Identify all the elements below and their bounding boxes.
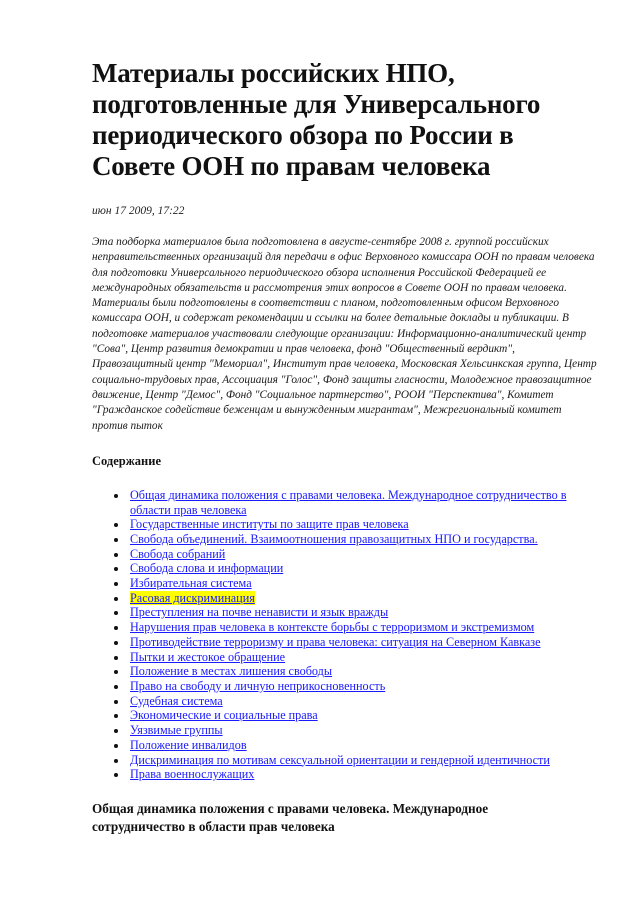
toc-link-racial-discrimination[interactable]: Расовая дискриминация	[130, 590, 255, 605]
toc-link-liberty-security[interactable]: Право на свободу и личную неприкосновенность	[130, 679, 386, 693]
toc-link-freedom-of-association[interactable]: Свобода объединений. Взаимоотношения правозащитных НПО и государства.	[130, 531, 538, 546]
toc-title: Содержание	[92, 453, 162, 468]
article-title: Материалы российских НПО, подготовленные для Универсального периодического обзора по России в Совете ООН по правам человека	[92, 58, 541, 181]
toc-link-state-institutions[interactable]: Государственные институты по защите прав человека	[130, 517, 409, 532]
toc-item	[92, 591, 602, 606]
toc-item	[92, 708, 602, 723]
toc-item	[92, 620, 602, 635]
toc-item	[92, 694, 602, 709]
toc-item	[92, 664, 602, 679]
toc-item	[92, 723, 602, 738]
toc-item	[92, 576, 602, 591]
toc-link-disabled-persons[interactable]: Положение инвалидов	[130, 737, 247, 752]
toc-link-freedom-of-assembly[interactable]: Свобода собраний	[130, 546, 226, 561]
toc-item	[92, 753, 602, 768]
toc-link-economic-social-rights[interactable]: Экономические и социальные права	[130, 708, 318, 723]
article-intro: Эта подборка материалов была подготовлена в августе-сентябре 2008 г. группой российских неправительственных организаций для передачи в офис Верховного комиссара ООН по правам человека для подготовки Универсального периодического обзора исполнения Российской Федерацией ее международных обязательств и рассмотрения этих вопросов в Совете ООН по правам человека. Материалы были подготовлены в соответствии с планом, подготовленным офисом Верховного комиссара ООН, и содержат рекомендации и ссылки на более детальные доклады и публикации. В подготовке материалов участвовали следующие организации: Информационно-аналитический центр "Сова", Центр развития демократии и прав человека, фонд "Общественный вердикт", Правозащитный центр "Мемориал", Институт прав человека, Московская Хельсинкская группа, Центр социально-трудовых прав, Ассоциация "Голос", Фонд защиты гласности, Молодежное правозащитное движение, Центр "Демос", Фонд "Социальное партнерство", РООИ "Перспектива", Комитет "Гражданское содействие беженцам и вынужденным мигрантам", Межрегиональный комитет против пыток	[92, 236, 597, 432]
toc-item	[92, 635, 602, 650]
toc-item	[92, 561, 602, 576]
toc-link-detention[interactable]: Положение в местах лишения свободы	[130, 664, 333, 679]
toc-item	[92, 547, 602, 562]
toc-link-counter-terrorism-violations[interactable]: Нарушения прав человека в контексте борьбы с терроризмом и экстремизмом	[130, 620, 535, 635]
toc-item	[92, 679, 602, 694]
document-page	[92, 58, 602, 836]
toc-link-military-rights[interactable]: Права военнослужащих	[130, 767, 255, 782]
toc-link-general-dynamics[interactable]: Общая динамика положения с правами человека. Международное сотрудничество в области прав человека	[130, 487, 567, 517]
toc-link-freedom-of-speech[interactable]: Свобода слова и информации	[130, 561, 284, 576]
toc-link-vulnerable-groups[interactable]: Уязвимые группы	[130, 723, 223, 738]
toc-item	[92, 767, 602, 782]
toc-item	[92, 650, 602, 665]
toc-item	[92, 532, 602, 547]
section-heading: Общая динамика положения с правами человека. Международное сотрудничество в области прав человека	[92, 800, 489, 834]
toc-item	[92, 605, 602, 620]
article-date: июн 17 2009, 17:22	[92, 205, 185, 217]
table-of-contents	[92, 488, 602, 782]
toc-link-north-caucasus[interactable]: Противодействие терроризму и права человека: ситуация на Северном Кавказе	[130, 634, 541, 649]
toc-link-hate-crimes[interactable]: Преступления на почве ненависти и язык вражды	[130, 605, 389, 620]
toc-link-sogi-discrimination[interactable]: Дискриминация по мотивам сексуальной ориентации и гендерной идентичности	[130, 752, 550, 767]
toc-item	[92, 738, 602, 753]
toc-link-torture[interactable]: Пытки и жестокое обращение	[130, 649, 286, 664]
toc-link-electoral-system[interactable]: Избирательная система	[130, 576, 252, 591]
toc-item	[92, 488, 602, 517]
toc-link-judicial-system[interactable]: Судебная система	[130, 693, 223, 708]
toc-item	[92, 517, 602, 532]
